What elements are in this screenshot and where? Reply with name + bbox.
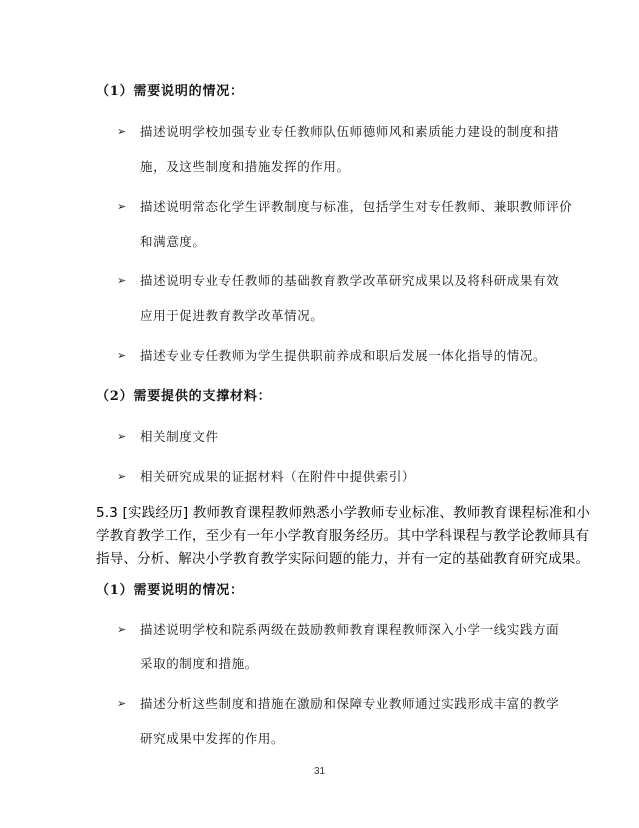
arrow-bullet-icon: ➢ xyxy=(117,623,127,636)
heading-materials-2: （2）需要提供的支撑材料： xyxy=(96,389,272,404)
arrow-bullet-icon: ➢ xyxy=(117,125,127,138)
arrow-bullet-icon: ➢ xyxy=(117,200,127,213)
arrow-bullet-icon: ➢ xyxy=(117,697,127,710)
bullet-text: 描述说明专业专任教师的基础教育教学改革研究成果以及将科研成果有效 xyxy=(140,273,560,288)
arrow-bullet-icon: ➢ xyxy=(117,430,127,443)
bullet-text: 描述专业专任教师为学生提供职前养成和职后发展一体化指导的情况。 xyxy=(140,348,547,363)
bullet-text-continuation: 应用于促进教育教学改革情况。 xyxy=(140,308,324,323)
bullet-text-continuation: 和满意度。 xyxy=(140,234,206,249)
bullet-text: 描述说明学校加强专业专任教师队伍师德师风和素质能力建设的制度和措 xyxy=(140,124,560,139)
section-5-3-line: 学教育教学工作，至少有一年小学教育服务经历。其中学科课程与教学论教师具有 xyxy=(96,528,590,544)
bullet-text: 描述分析这些制度和措施在激励和保障专业教师通过实践形成丰富的教学 xyxy=(140,696,560,711)
heading-situations-3: （1）需要说明的情况： xyxy=(96,583,244,598)
bullet-text: 相关制度文件 xyxy=(140,429,219,444)
bullet-text-continuation: 采取的制度和措施。 xyxy=(140,656,258,671)
bullet-text-continuation: 施，及这些制度和措施发挥的作用。 xyxy=(140,159,350,174)
page-number: 31 xyxy=(313,766,326,777)
arrow-bullet-icon: ➢ xyxy=(117,349,127,362)
section-5-3-line: 指导、分析、解决小学教育教学实际问题的能力，并有一定的基础教育研究成果。 xyxy=(96,551,590,567)
section-5-3-line: 5.3 [实践经历] 教师教育课程教师熟悉小学教师专业标准、教师教育课程标准和小 xyxy=(96,505,591,521)
arrow-bullet-icon: ➢ xyxy=(117,470,127,483)
bullet-text: 相关研究成果的证据材料（在附件中提供索引） xyxy=(140,469,416,484)
heading-situations-1: （1）需要说明的情况： xyxy=(96,84,244,99)
bullet-text: 描述说明常态化学生评教制度与标准，包括学生对专任教师、兼职教师评价 xyxy=(140,199,573,214)
bullet-text-continuation: 研究成果中发挥的作用。 xyxy=(140,731,285,746)
arrow-bullet-icon: ➢ xyxy=(117,274,127,287)
bullet-text: 描述说明学校和院系两级在鼓励教师教育课程教师深入小学一线实践方面 xyxy=(140,622,560,637)
